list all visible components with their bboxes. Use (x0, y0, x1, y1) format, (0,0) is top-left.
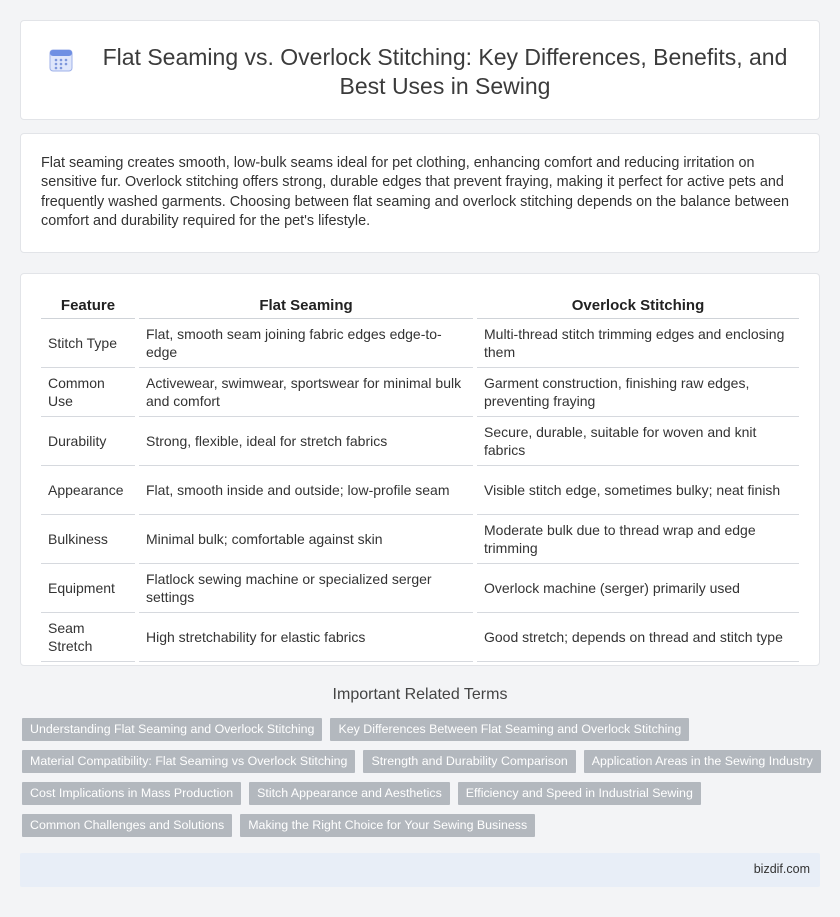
header-overlock-stitching: Overlock Stitching (475, 294, 799, 318)
overlock-cell: Overlock machine (serger) primarily used (475, 563, 799, 612)
flat-seaming-cell: Strong, flexible, ideal for stretch fabrics (137, 416, 475, 465)
table-row (41, 367, 799, 416)
flat-seaming-cell: Flat, smooth inside and outside; low-profile seam (137, 465, 475, 514)
header-card (20, 20, 820, 120)
overlock-cell: Secure, durable, suitable for woven and knit fabrics (475, 416, 799, 465)
related-term-tag[interactable]: Common Challenges and Solutions (22, 814, 232, 837)
overlock-cell: Multi-thread stitch trimming edges and enclosing them (475, 318, 799, 367)
flat-seaming-cell: Flatlock sewing machine or specialized serger settings (137, 563, 475, 612)
feature-cell: Appearance (41, 465, 137, 514)
related-terms-list (22, 718, 812, 846)
table-row (41, 612, 799, 661)
feature-cell: Common Use (41, 367, 137, 416)
related-term-tag[interactable]: Efficiency and Speed in Industrial Sewing (458, 782, 701, 805)
related-term-tag[interactable]: Understanding Flat Seaming and Overlock Stitching (22, 718, 322, 741)
flat-seaming-cell: Minimal bulk; comfortable against skin (137, 514, 475, 563)
related-term-tag[interactable]: Strength and Durability Comparison (363, 750, 575, 773)
table-row (41, 514, 799, 563)
calendar-icon (48, 47, 74, 73)
feature-cell: Seam Stretch (41, 612, 137, 661)
table-header-row (41, 294, 799, 318)
related-term-tag[interactable]: Stitch Appearance and Aesthetics (249, 782, 450, 805)
overlock-cell: Moderate bulk due to thread wrap and edge trimming (475, 514, 799, 563)
feature-cell: Stitch Type (41, 318, 137, 367)
related-term-tag[interactable]: Material Compatibility: Flat Seaming vs Overlock Stitching (22, 750, 355, 773)
feature-cell: Equipment (41, 563, 137, 612)
flat-seaming-cell: Activewear, swimwear, sportswear for minimal bulk and comfort (137, 367, 475, 416)
page-title: Flat Seaming vs. Overlock Stitching: Key Differences, Benefits, and Best Uses in Sewing (102, 44, 788, 99)
overlock-cell: Visible stitch edge, sometimes bulky; neat finish (475, 465, 799, 514)
table-row (41, 465, 799, 514)
flat-seaming-cell: Flat, smooth seam joining fabric edges edge-to-edge (137, 318, 475, 367)
comparison-table-card (20, 273, 820, 666)
related-term-tag[interactable]: Cost Implications in Mass Production (22, 782, 241, 805)
summary-card (20, 133, 820, 253)
related-term-tag[interactable]: Key Differences Between Flat Seaming and Overlock Stitching (330, 718, 689, 741)
summary-paragraph: Flat seaming creates smooth, low-bulk seams ideal for pet clothing, enhancing comfort and reducing irritation on sensitive fur. Overlock stitching offers strong, durable edges that prevent fraying, making it perfect for active pets and frequently washed garments. Choosing between flat seaming and overlock stitching depends on the balance between comfort and durability required for the pet's lifestyle. (41, 155, 789, 229)
feature-cell: Durability (41, 416, 137, 465)
header-feature: Feature (41, 294, 137, 318)
overlock-cell: Good stretch; depends on thread and stitch type (475, 612, 799, 661)
related-terms-heading: Important Related Terms (332, 686, 508, 703)
table-row (41, 318, 799, 367)
related-term-tag[interactable]: Application Areas in the Sewing Industry (584, 750, 821, 773)
header-flat-seaming: Flat Seaming (137, 294, 475, 318)
comparison-table (41, 294, 799, 662)
footer-brand-link[interactable]: bizdif.com (753, 862, 810, 876)
overlock-cell: Garment construction, finishing raw edges, preventing fraying (475, 367, 799, 416)
table-row (41, 416, 799, 465)
footer (20, 853, 820, 887)
related-term-tag[interactable]: Making the Right Choice for Your Sewing Business (240, 814, 535, 837)
flat-seaming-cell: High stretchability for elastic fabrics (137, 612, 475, 661)
feature-cell: Bulkiness (41, 514, 137, 563)
table-row (41, 563, 799, 612)
